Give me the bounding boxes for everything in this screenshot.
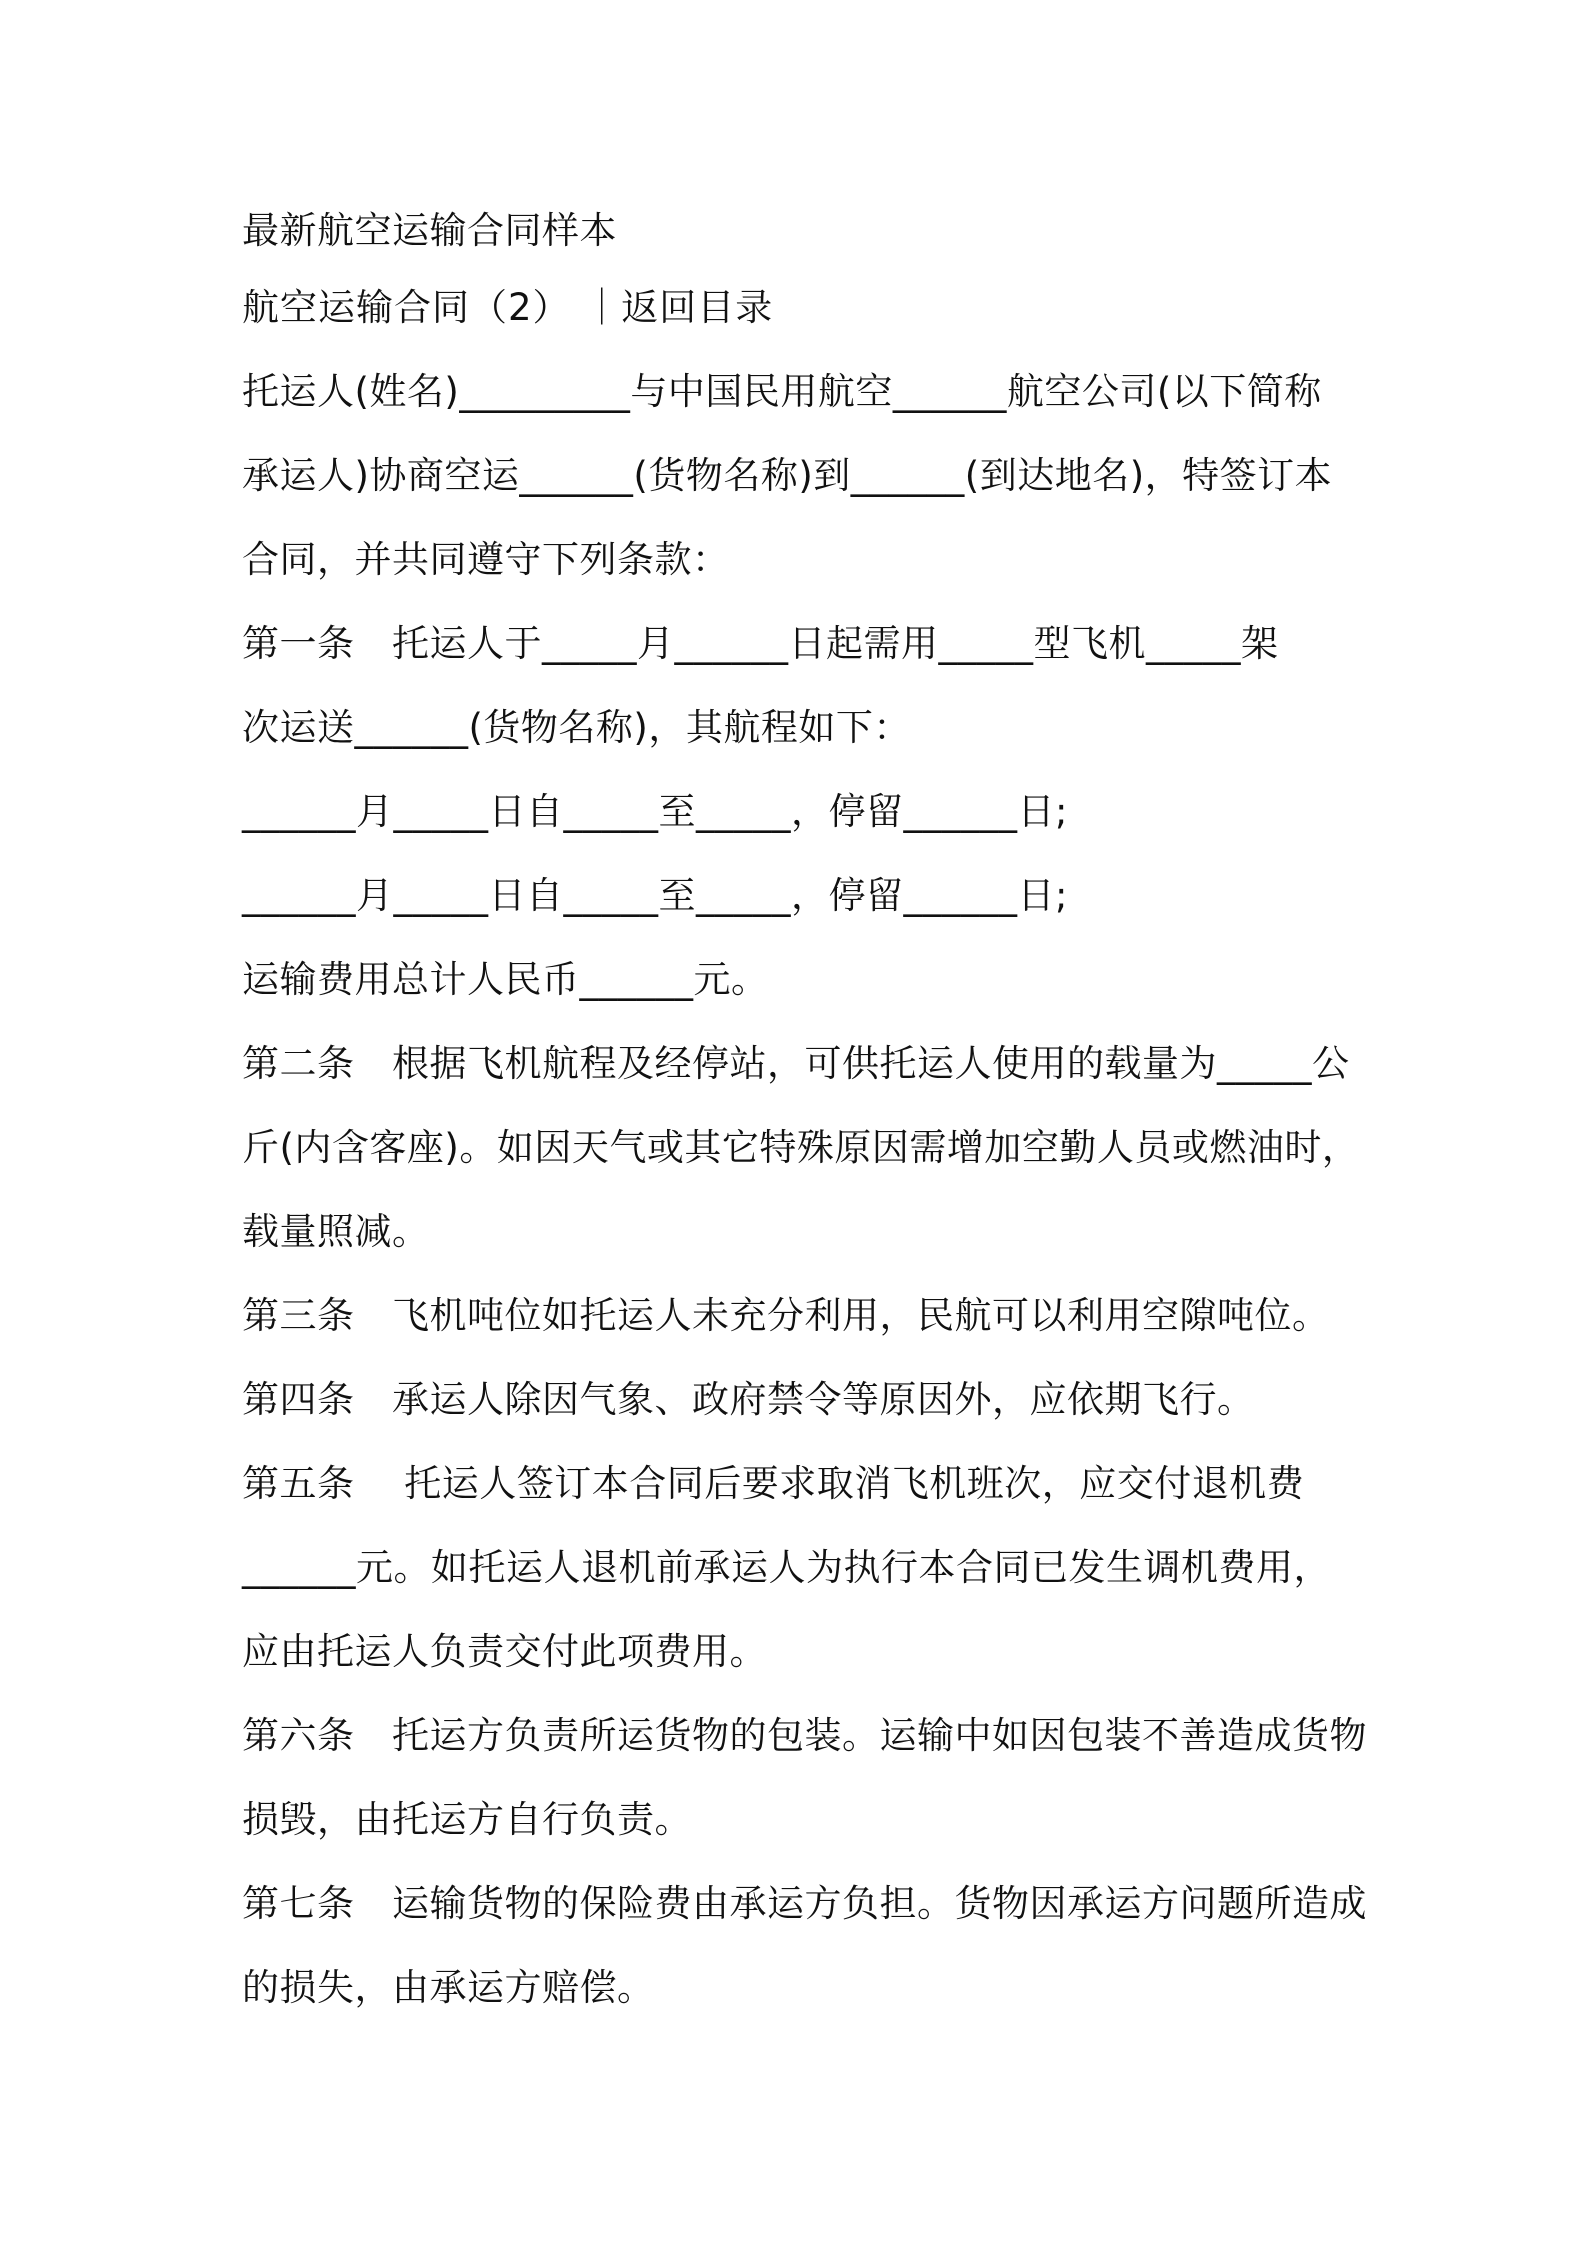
article-1-line: 第一条 托运人于_____月______日起需用_____型飞机_____架 <box>242 622 1279 665</box>
text-line: 斤(内含客座)。如因天气或其它特殊原因需增加空勤人员或燃油时， <box>242 1126 1360 1169</box>
text-line: 承运人)协商空运______(货物名称)到______(到达地名)，特签订本 <box>242 454 1333 497</box>
text-line: ______月_____日自_____至_____，停留______日; <box>242 790 1068 833</box>
article-2-line: 第二条 根据飞机航程及经停站，可供托运人使用的载量为_____公 <box>242 1042 1350 1085</box>
text-line: 载量照减。 <box>242 1210 430 1253</box>
document-title: 最新航空运输合同样本 <box>242 209 617 252</box>
text-line: ______元。如托运人退机前承运人为执行本合同已发生调机费用， <box>242 1546 1331 1589</box>
article-3-line: 第三条 飞机吨位如托运人未充分利用，民航可以利用空隙吨位。 <box>242 1294 1330 1337</box>
article-6-line: 第六条 托运方负责所运货物的包装。运输中如因包装不善造成货物 <box>242 1714 1367 1757</box>
article-5-line: 第五条 托运人签订本合同后要求取消飞机班次，应交付退机费 <box>242 1462 1305 1505</box>
article-4-line: 第四条 承运人除因气象、政府禁令等原因外，应依期飞行。 <box>242 1378 1255 1421</box>
text-line: 损毁，由托运方自行负责。 <box>242 1798 692 1841</box>
contract-body <box>242 196 1367 2030</box>
text-line: 的损失，由承运方赔偿。 <box>242 1966 655 2009</box>
text-line: 次运送______(货物名称)，其航程如下： <box>242 706 911 749</box>
text-line: ______月_____日自_____至_____，停留______日; <box>242 874 1068 917</box>
text-line: 应由托运人负责交付此项费用。 <box>242 1630 767 1673</box>
text-line: 运输费用总计人民币______元。 <box>242 958 769 1001</box>
text-line: 合同，并共同遵守下列条款： <box>242 538 730 581</box>
text-line: 托运人(姓名)_________与中国民用航空______航空公司(以下简称 <box>242 370 1322 413</box>
article-7-line: 第七条 运输货物的保险费由承运方负担。货物因承运方问题所造成 <box>242 1882 1367 1925</box>
document-subtitle: 航空运输合同（2） ｜返回目录 <box>242 286 774 329</box>
